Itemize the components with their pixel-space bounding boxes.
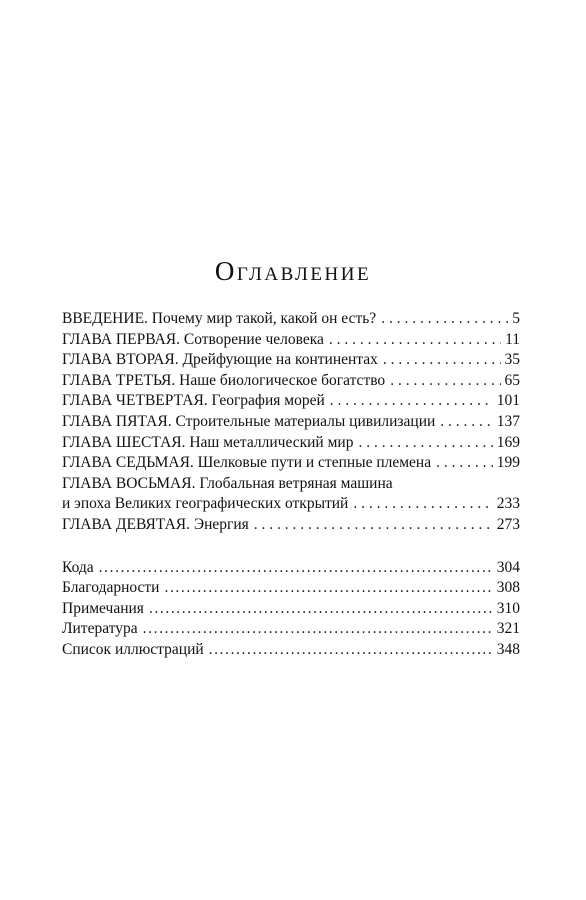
dot-leader <box>436 453 493 474</box>
toc-title: Оглавление <box>214 256 372 286</box>
toc-entry-chapter-2[interactable] <box>62 350 520 371</box>
toc-entry-label: ГЛАВА ПЯТАЯ. Строительные материалы цивилизации <box>62 412 436 430</box>
dot-leader <box>383 350 501 371</box>
toc-entry-page: 273 <box>496 515 520 533</box>
toc-entry-chapter-5[interactable] <box>62 412 520 433</box>
toc-entry-label: ГЛАВА ТРЕТЬЯ. Наше биологическое богатство <box>62 371 386 389</box>
toc-entry-chapter-7[interactable] <box>62 453 520 474</box>
dot-leader <box>353 494 492 515</box>
dot-leader <box>330 391 493 412</box>
toc-entry-introduction[interactable] <box>62 309 520 330</box>
toc-entry-page: 169 <box>496 433 520 451</box>
toc-entry-label: Литература <box>62 620 138 638</box>
toc-entry-label: ГЛАВА ПЕРВАЯ. Сотворение человека <box>62 330 324 348</box>
toc-entry-page: 35 <box>504 351 520 369</box>
toc-entry-label: Благодарности <box>62 579 160 597</box>
toc-entry-chapter-4[interactable] <box>62 391 520 412</box>
toc-entry-page: 199 <box>496 454 520 472</box>
dot-leader <box>440 412 492 433</box>
back-matter-list <box>62 558 520 661</box>
toc-entry-label: ВВЕДЕНИЕ. Почему мир такой, какой он есть? <box>62 310 377 327</box>
toc-entry-chapter-8[interactable] <box>62 474 520 515</box>
toc-entry-coda[interactable] <box>62 558 520 579</box>
dot-leader <box>381 309 508 330</box>
toc-entry-page: 310 <box>496 599 520 617</box>
toc-entry-chapter-6[interactable] <box>62 433 520 454</box>
toc-entry-chapter-3[interactable] <box>62 371 520 392</box>
toc-entry-acknowledgements[interactable] <box>62 578 520 599</box>
toc-entry-page: 137 <box>496 412 520 430</box>
toc-entry-label: ГЛАВА ВТОРАЯ. Дрейфующие на континентах <box>62 351 378 369</box>
dot-leader <box>358 433 492 454</box>
toc-entry-page: 65 <box>504 371 520 389</box>
dot-leader <box>143 619 493 640</box>
toc-entry-label: ГЛАВА ШЕСТАЯ. Наш металлический мир <box>62 433 354 451</box>
toc-entry-chapter-1[interactable] <box>62 330 520 351</box>
toc-entry-page: 233 <box>496 495 520 513</box>
toc-entry-page: 304 <box>496 558 520 576</box>
toc-entry-label: Список иллюстраций <box>62 640 204 658</box>
dot-leader <box>99 558 493 579</box>
toc-entry-page: 348 <box>496 640 520 658</box>
dot-leader <box>209 640 493 661</box>
dot-leader <box>254 515 493 536</box>
dot-leader <box>164 578 492 599</box>
dot-leader <box>149 599 493 620</box>
toc-entry-label: ГЛАВА СЕДЬМАЯ. Шелковые пути и степные племена <box>62 454 432 472</box>
toc-entry-label: Кода <box>62 558 94 576</box>
toc-entry-illustrations[interactable] <box>62 640 520 661</box>
toc-entry-label: Примечания <box>62 599 144 617</box>
toc-entry-notes[interactable] <box>62 599 520 620</box>
toc-entry-label: ГЛАВА ДЕВЯТАЯ. Энергия <box>62 515 249 533</box>
toc-entry-page: 101 <box>496 392 520 410</box>
chapters-list <box>62 309 520 536</box>
toc-entry-chapter-9[interactable] <box>62 515 520 536</box>
toc-entry-label: ГЛАВА ВОСЬМАЯ. Глобальная ветряная машина <box>62 474 393 492</box>
dot-leader <box>329 330 501 351</box>
toc-entry-page: 11 <box>505 330 520 348</box>
table-of-contents <box>62 309 520 661</box>
dot-leader <box>390 371 500 392</box>
toc-entry-label-continuation: и эпоха Великих географических открытий <box>62 495 349 513</box>
toc-entry-label: ГЛАВА ЧЕТВЕРТАЯ. География морей <box>62 392 325 410</box>
toc-entry-page: 308 <box>496 579 520 597</box>
toc-entry-page: 321 <box>496 620 520 638</box>
toc-entry-literature[interactable] <box>62 619 520 640</box>
toc-entry-page: 5 <box>512 310 520 327</box>
